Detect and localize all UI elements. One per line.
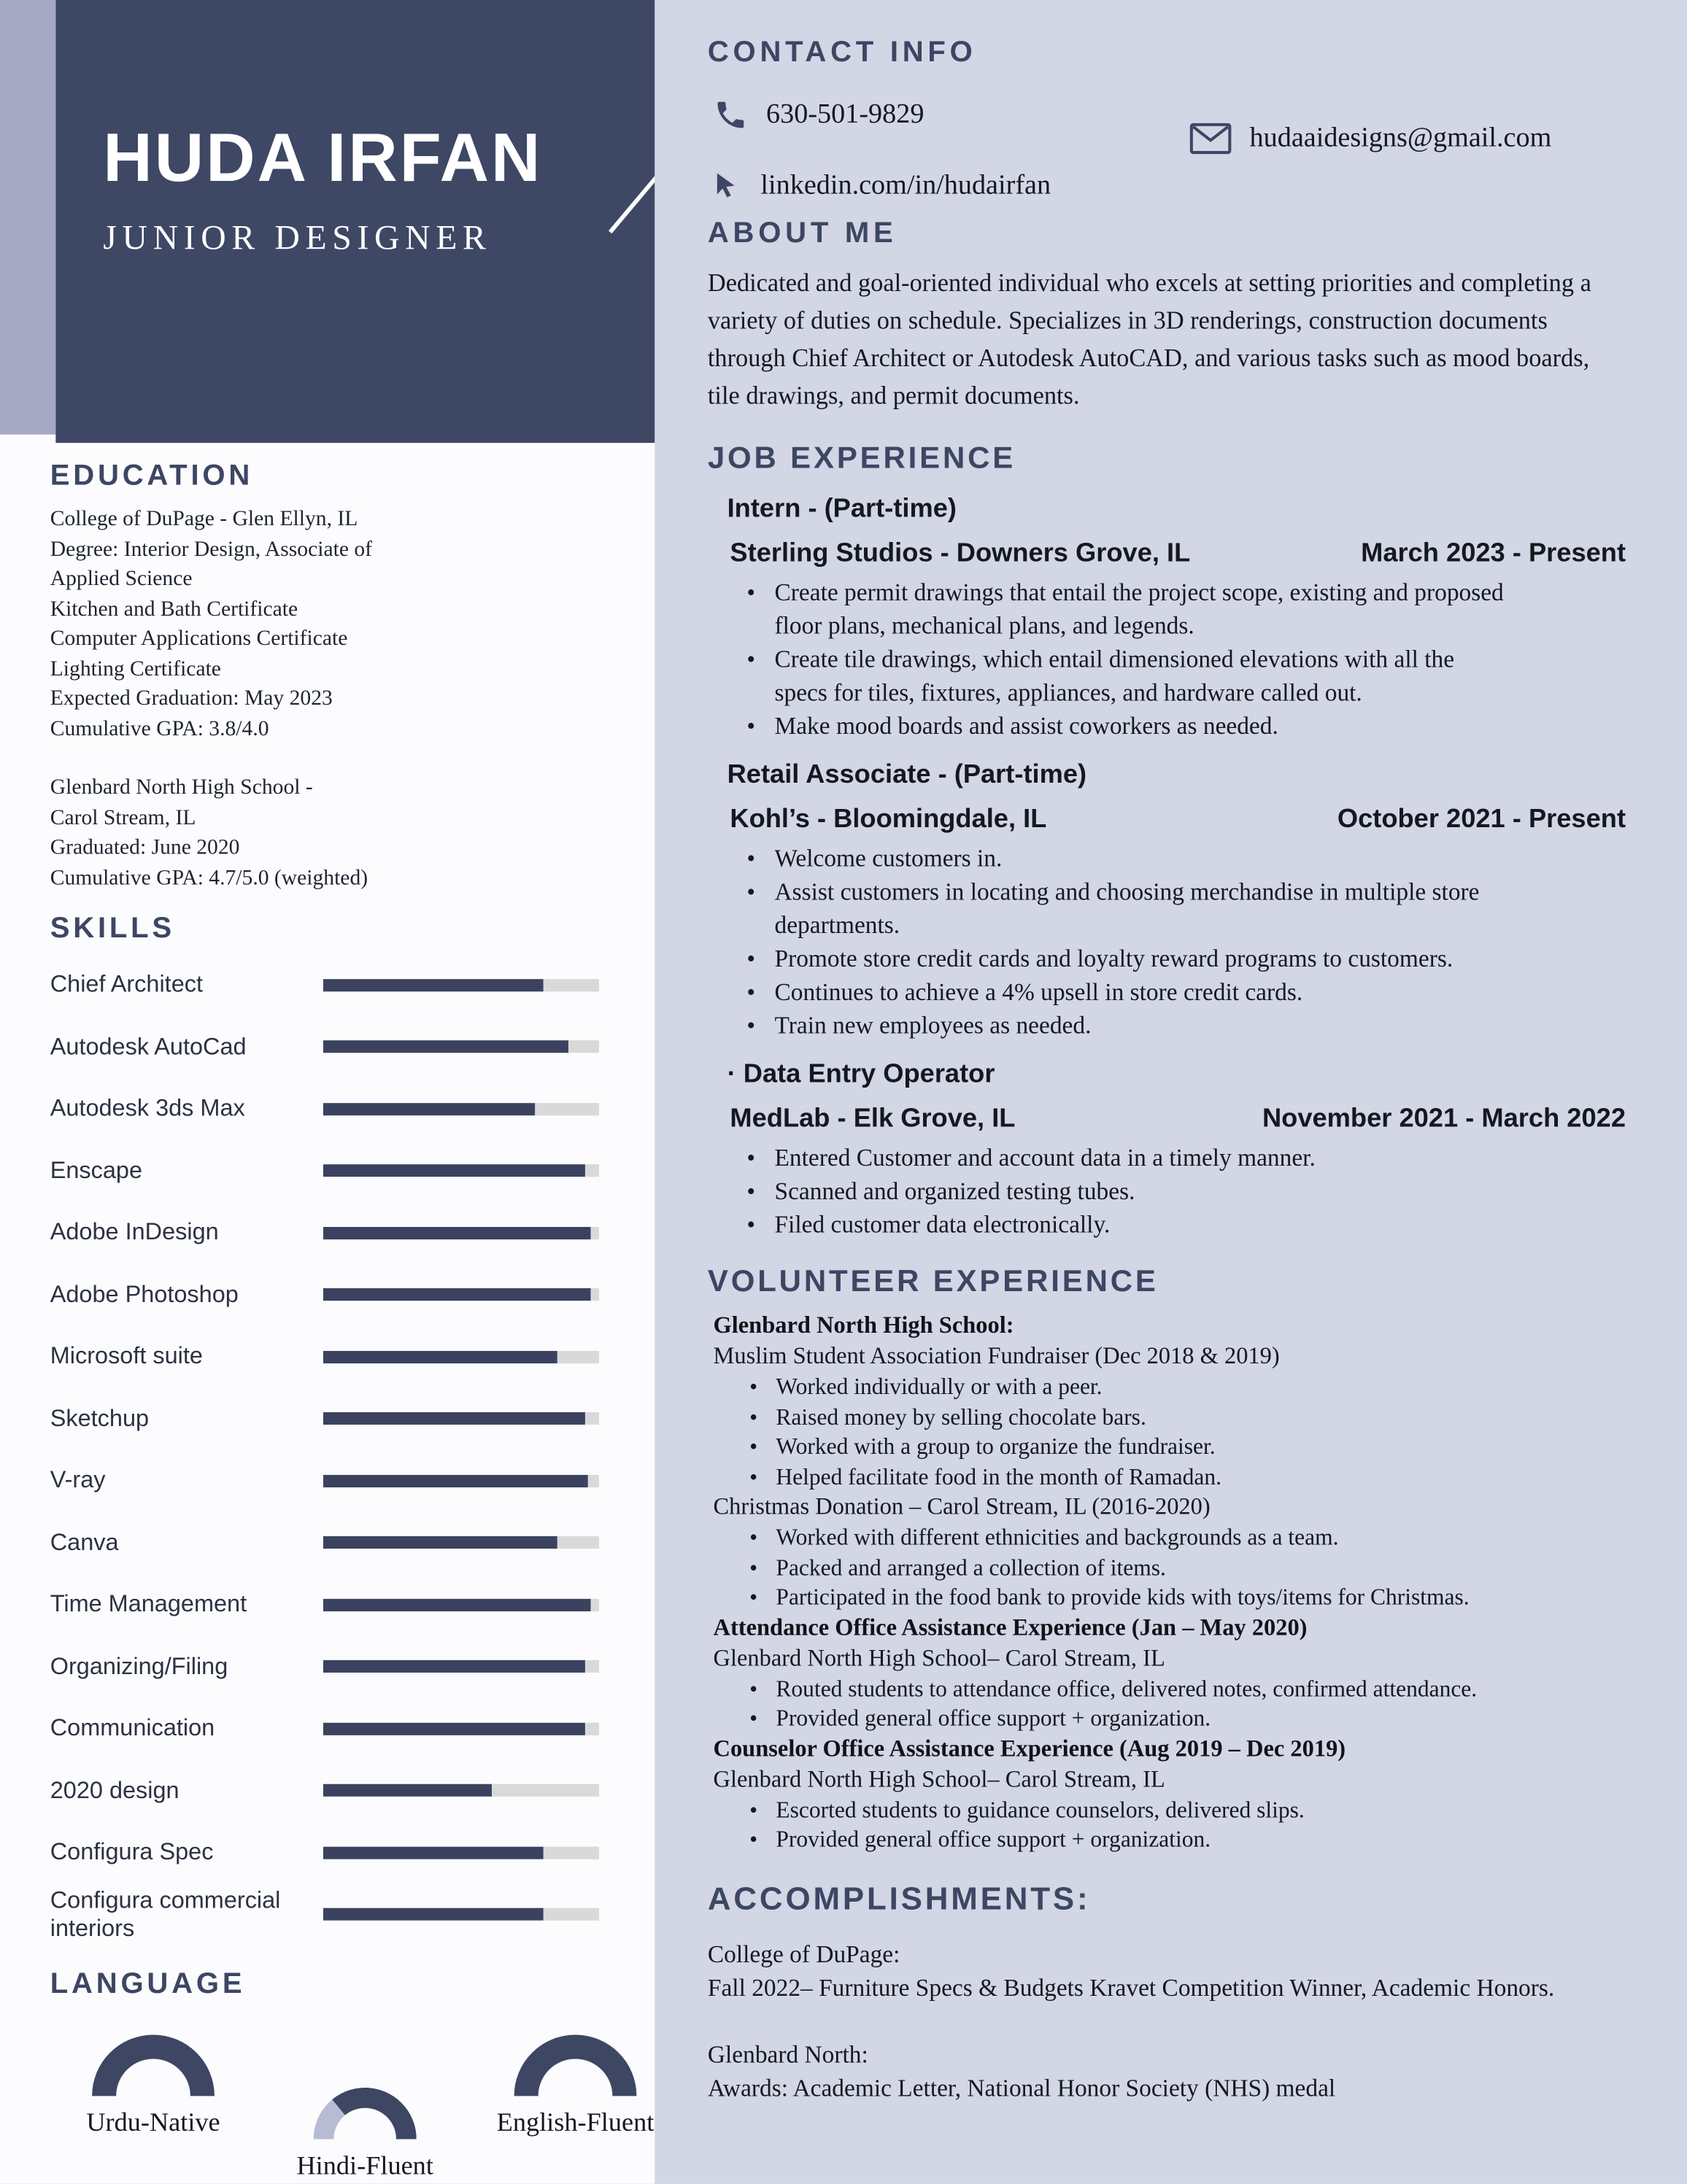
skill-bar-fill bbox=[323, 1165, 585, 1177]
skill-label: Configura Spec bbox=[50, 1838, 214, 1865]
language-item-hindi bbox=[253, 2088, 476, 2183]
education-line: College of DuPage - Glen Ellyn, IL bbox=[50, 506, 358, 531]
volunteer-event-location: Glenbard North High School– Carol Stream, IL bbox=[713, 1643, 1165, 1671]
skill-row bbox=[50, 1016, 599, 1078]
accomplishment-org: College of DuPage: bbox=[707, 1939, 900, 1967]
education-heading: EDUCATION bbox=[50, 460, 254, 492]
contact-section bbox=[708, 36, 1626, 217]
skill-bar-track bbox=[323, 1350, 599, 1363]
phone-row bbox=[714, 98, 924, 133]
language-item-urdu bbox=[42, 2034, 264, 2139]
skill-bar-fill bbox=[323, 1660, 585, 1673]
bullet-item: • Helped facilitate food in the month of Ramadan. bbox=[749, 1462, 1613, 1492]
skill-row bbox=[50, 1821, 599, 1883]
skill-bar-fill bbox=[323, 979, 544, 991]
skill-label: Canva bbox=[50, 1528, 119, 1556]
skill-bar-fill bbox=[323, 1722, 585, 1735]
language-items bbox=[50, 2010, 655, 2184]
skill-bar-fill bbox=[323, 1536, 557, 1549]
job-company: Kohl’s - Bloomingdale, IL bbox=[730, 805, 1047, 835]
job-company: Sterling Studios - Downers Grove, IL bbox=[730, 538, 1191, 568]
job-dates: November 2021 - March 2022 bbox=[1262, 1104, 1626, 1134]
skill-bar-track bbox=[323, 1536, 599, 1549]
job-company-row bbox=[730, 539, 1626, 570]
about-heading: ABOUT ME bbox=[707, 217, 897, 249]
job-entry-intern bbox=[708, 495, 1626, 743]
volunteer-org: Glenbard North High School: bbox=[713, 1312, 1014, 1339]
skill-bar-track bbox=[323, 1846, 599, 1859]
skill-bar-track bbox=[323, 1288, 599, 1301]
language-gauge bbox=[514, 2034, 636, 2096]
skill-bar-track bbox=[323, 1722, 599, 1735]
skill-row bbox=[50, 1697, 599, 1759]
skill-row bbox=[50, 1449, 599, 1511]
skill-row bbox=[50, 954, 599, 1016]
bullet-item: • Assist customers in locating and choosing merchandise in multiple store departments. bbox=[744, 875, 1508, 942]
job-company-row bbox=[730, 805, 1626, 836]
job-experience-section bbox=[708, 440, 1626, 1241]
skill-bar-fill bbox=[323, 1846, 544, 1859]
bullet-item: • Participated in the food bank to provide kids with toys/items for Christmas. bbox=[749, 1582, 1613, 1612]
job-bullets bbox=[744, 575, 1626, 742]
linkedin-row bbox=[711, 170, 1051, 202]
job-dates: October 2021 - Present bbox=[1337, 805, 1626, 835]
linkedin-url: linkedin.com/in/hudairfan bbox=[760, 169, 1051, 201]
job-bullets bbox=[744, 841, 1626, 1042]
bullet-item: • Worked with different ethnicities and backgrounds as a team. bbox=[749, 1522, 1613, 1552]
skill-bar-fill bbox=[323, 1784, 492, 1797]
bullet-item: • Scanned and organized testing tubes. bbox=[744, 1174, 1508, 1207]
accomplishment-text: Awards: Academic Letter, National Honor Society (NHS) medal bbox=[707, 2072, 1336, 2102]
skill-bar-track bbox=[323, 1412, 599, 1425]
bullet-item: • Continues to achieve a 4% upsell in store credit cards. bbox=[744, 975, 1508, 1008]
name-header bbox=[55, 0, 655, 443]
job-entry-data-entry bbox=[708, 1060, 1626, 1241]
volunteer-event: Muslim Student Association Fundraiser (Dec 2018 & 2019) bbox=[713, 1342, 1280, 1369]
skill-row bbox=[50, 1573, 599, 1635]
skill-label: Adobe InDesign bbox=[50, 1219, 219, 1246]
volunteer-section bbox=[708, 1263, 1626, 1854]
skill-bar-fill bbox=[323, 1474, 588, 1487]
skill-bar-track bbox=[323, 1660, 599, 1673]
skill-label: Organizing/Filing bbox=[50, 1652, 228, 1680]
volunteer-block bbox=[714, 1492, 1626, 1612]
bullet-item: • Entered Customer and account data in a timely manner. bbox=[744, 1141, 1508, 1174]
job-title: Intern - (Part-time) bbox=[727, 494, 957, 524]
job-entry-retail bbox=[708, 760, 1626, 1042]
skill-label: Configura commercial interiors bbox=[50, 1886, 281, 1941]
skill-bar-fill bbox=[323, 1288, 591, 1301]
about-text: Dedicated and goal-oriented individual who excels at setting priorities and completing a variety of duties on schedule. Specializes in 3D renderings, construction documents through Chief Architect or Autodesk AutoCAD, and various tasks such as mood boards, tile drawings, and permit documents. bbox=[707, 268, 1591, 410]
volunteer-event-title: Attendance Office Assistance Experience (Jan – May 2020) bbox=[713, 1613, 1308, 1641]
volunteer-block bbox=[714, 1311, 1626, 1492]
right-column bbox=[655, 0, 1687, 2184]
bullet-item: • Create permit drawings that entail the project scope, existing and proposed floor plans, mechanical plans, and legends. bbox=[744, 575, 1508, 642]
skill-label: Adobe Photoshop bbox=[50, 1280, 239, 1308]
language-section bbox=[50, 1967, 655, 2184]
education-line: Carol Stream, IL bbox=[50, 805, 196, 829]
person-job-title: JUNIOR DESIGNER bbox=[103, 220, 492, 258]
skill-bar-track bbox=[323, 1908, 599, 1921]
skill-bar-track bbox=[323, 1474, 599, 1487]
accomplishment-group bbox=[708, 1937, 1626, 2004]
language-label: Urdu-Native bbox=[86, 2108, 220, 2138]
job-company: MedLab - Elk Grove, IL bbox=[730, 1104, 1016, 1134]
skill-bar-track bbox=[323, 1784, 599, 1797]
job-bullets bbox=[744, 1141, 1626, 1241]
left-column bbox=[0, 0, 655, 2184]
skill-row bbox=[50, 1326, 599, 1388]
volunteer-bullets bbox=[749, 1522, 1626, 1612]
accomplishments-section bbox=[708, 1879, 1626, 2103]
job-company-row bbox=[730, 1104, 1626, 1135]
accent-stripe bbox=[0, 0, 55, 435]
skill-label: Enscape bbox=[50, 1157, 143, 1184]
skill-row bbox=[50, 1511, 599, 1573]
volunteer-heading: VOLUNTEER EXPERIENCE bbox=[707, 1263, 1159, 1298]
skill-row bbox=[50, 1635, 599, 1697]
spacer bbox=[50, 744, 599, 773]
bullet-item: • Welcome customers in. bbox=[744, 841, 1508, 875]
skill-bar-track bbox=[323, 1165, 599, 1177]
bullet-item: • Promote store credit cards and loyalty reward programs to customers. bbox=[744, 942, 1508, 975]
education-section bbox=[50, 460, 599, 893]
volunteer-event-title: Counselor Office Assistance Experience (Aug 2019 – Dec 2019) bbox=[713, 1734, 1346, 1762]
cursor-icon bbox=[711, 170, 743, 202]
language-label: Hindi-Fluent bbox=[296, 2151, 433, 2181]
skill-bar-fill bbox=[323, 1103, 536, 1115]
education-line: Glenbard North High School - bbox=[50, 775, 313, 799]
education-line: Computer Applications Certificate bbox=[50, 627, 348, 651]
volunteer-bullets bbox=[749, 1673, 1626, 1733]
skill-bar-fill bbox=[323, 1412, 585, 1425]
skill-label: Sketchup bbox=[50, 1404, 150, 1432]
left-body bbox=[0, 443, 655, 2183]
language-gauge bbox=[314, 2088, 417, 2140]
skill-row bbox=[50, 1264, 599, 1326]
email-row bbox=[1189, 123, 1551, 155]
education-line: Kitchen and Bath Certificate bbox=[50, 597, 298, 621]
bullet-item: • Escorted students to guidance counselors, delivered slips. bbox=[749, 1794, 1613, 1824]
skill-bar-fill bbox=[323, 1041, 568, 1053]
phone-number: 630-501-9829 bbox=[766, 98, 924, 130]
skill-label: 2020 design bbox=[50, 1776, 179, 1803]
skills-heading: SKILLS bbox=[50, 912, 175, 945]
education-line: Graduated: June 2020 bbox=[50, 835, 240, 859]
education-line: Cumulative GPA: 4.7/5.0 (weighted) bbox=[50, 865, 368, 890]
skills-section bbox=[50, 913, 599, 1946]
accomplishment-group bbox=[708, 2037, 1626, 2104]
bullet-item: • Worked with a group to organize the fundraiser. bbox=[749, 1432, 1613, 1462]
skill-label: Communication bbox=[50, 1714, 215, 1741]
education-line: Cumulative GPA: 3.8/4.0 bbox=[50, 716, 269, 740]
skill-row bbox=[50, 1202, 599, 1264]
skill-row bbox=[50, 1883, 599, 1945]
language-heading: LANGUAGE bbox=[50, 1967, 246, 2000]
volunteer-block bbox=[714, 1733, 1626, 1854]
skill-bar-track bbox=[323, 1041, 599, 1053]
skill-bar-track bbox=[323, 1103, 599, 1115]
volunteer-block bbox=[714, 1612, 1626, 1733]
accomplishment-org: Glenbard North: bbox=[707, 2040, 868, 2068]
skill-bar-fill bbox=[323, 1598, 591, 1611]
skill-bar-fill bbox=[323, 1908, 544, 1921]
volunteer-bullets bbox=[749, 1794, 1626, 1854]
skill-bar-track bbox=[323, 1598, 599, 1611]
job-dates: March 2023 - Present bbox=[1361, 538, 1626, 568]
skill-label: Microsoft suite bbox=[50, 1342, 203, 1370]
contact-heading: CONTACT INFO bbox=[707, 36, 977, 69]
language-label: English-Fluent bbox=[496, 2108, 655, 2138]
skill-bar-fill bbox=[323, 1350, 557, 1363]
skill-row bbox=[50, 1759, 599, 1821]
phone-icon bbox=[714, 98, 749, 133]
person-name: HUDA IRFAN bbox=[103, 121, 543, 197]
skill-label: Autodesk 3ds Max bbox=[50, 1095, 245, 1122]
accomplishments-heading: ACCOMPLISHMENTS: bbox=[707, 1879, 1091, 1916]
skill-row bbox=[50, 1388, 599, 1450]
skill-bar-track bbox=[323, 979, 599, 991]
bullet-item: • Routed students to attendance office, delivered notes, confirmed attendance. bbox=[749, 1673, 1613, 1703]
bullet-item: • Train new employees as needed. bbox=[744, 1008, 1508, 1042]
skill-label: V-ray bbox=[50, 1466, 106, 1494]
volunteer-event-location: Glenbard North High School– Carol Stream, IL bbox=[713, 1765, 1165, 1792]
email-icon bbox=[1189, 123, 1231, 155]
email-address: hudaaidesigns@gmail.com bbox=[1249, 123, 1552, 154]
skill-label: Chief Architect bbox=[50, 971, 203, 998]
job-title: · Data Entry Operator bbox=[727, 1059, 995, 1089]
volunteer-bullets bbox=[749, 1372, 1626, 1492]
job-experience-heading: JOB EXPERIENCE bbox=[707, 440, 1016, 476]
bullet-item: • Packed and arranged a collection of items. bbox=[749, 1552, 1613, 1582]
skill-row bbox=[50, 1140, 599, 1202]
skill-bar-track bbox=[323, 1227, 599, 1239]
bullet-item: • Raised money by selling chocolate bars. bbox=[749, 1402, 1613, 1432]
bullet-item: • Create tile drawings, which entail dimensioned elevations with all the specs for tiles, fixtures, appliances, and hardware called out. bbox=[744, 642, 1508, 709]
skill-row bbox=[50, 1078, 599, 1140]
job-title: Retail Associate - (Part-time) bbox=[727, 760, 1087, 790]
education-line: Lighting Certificate bbox=[50, 657, 221, 681]
skill-label: Autodesk AutoCad bbox=[50, 1033, 247, 1060]
bullet-item: • Make mood boards and assist coworkers as needed. bbox=[744, 709, 1508, 743]
language-gauge bbox=[92, 2034, 215, 2096]
skill-label: Time Management bbox=[50, 1590, 247, 1618]
education-line: Expected Graduation: May 2023 bbox=[50, 686, 333, 710]
accomplishment-text: Fall 2022– Furniture Specs & Budgets Kravet Competition Winner, Academic Honors. bbox=[707, 1972, 1555, 2001]
bullet-item: • Provided general office support + organization. bbox=[749, 1824, 1613, 1854]
education-line: Degree: Interior Design, Associate of Applied Science bbox=[50, 536, 373, 591]
bullet-item: • Provided general office support + organization. bbox=[749, 1703, 1613, 1733]
volunteer-event: Christmas Donation – Carol Stream, IL (2016-2020) bbox=[713, 1492, 1211, 1519]
about-section bbox=[708, 217, 1626, 415]
bullet-item: • Worked individually or with a peer. bbox=[749, 1372, 1613, 1402]
skill-bar-fill bbox=[323, 1227, 591, 1239]
bullet-item: • Filed customer data electronically. bbox=[744, 1207, 1508, 1241]
